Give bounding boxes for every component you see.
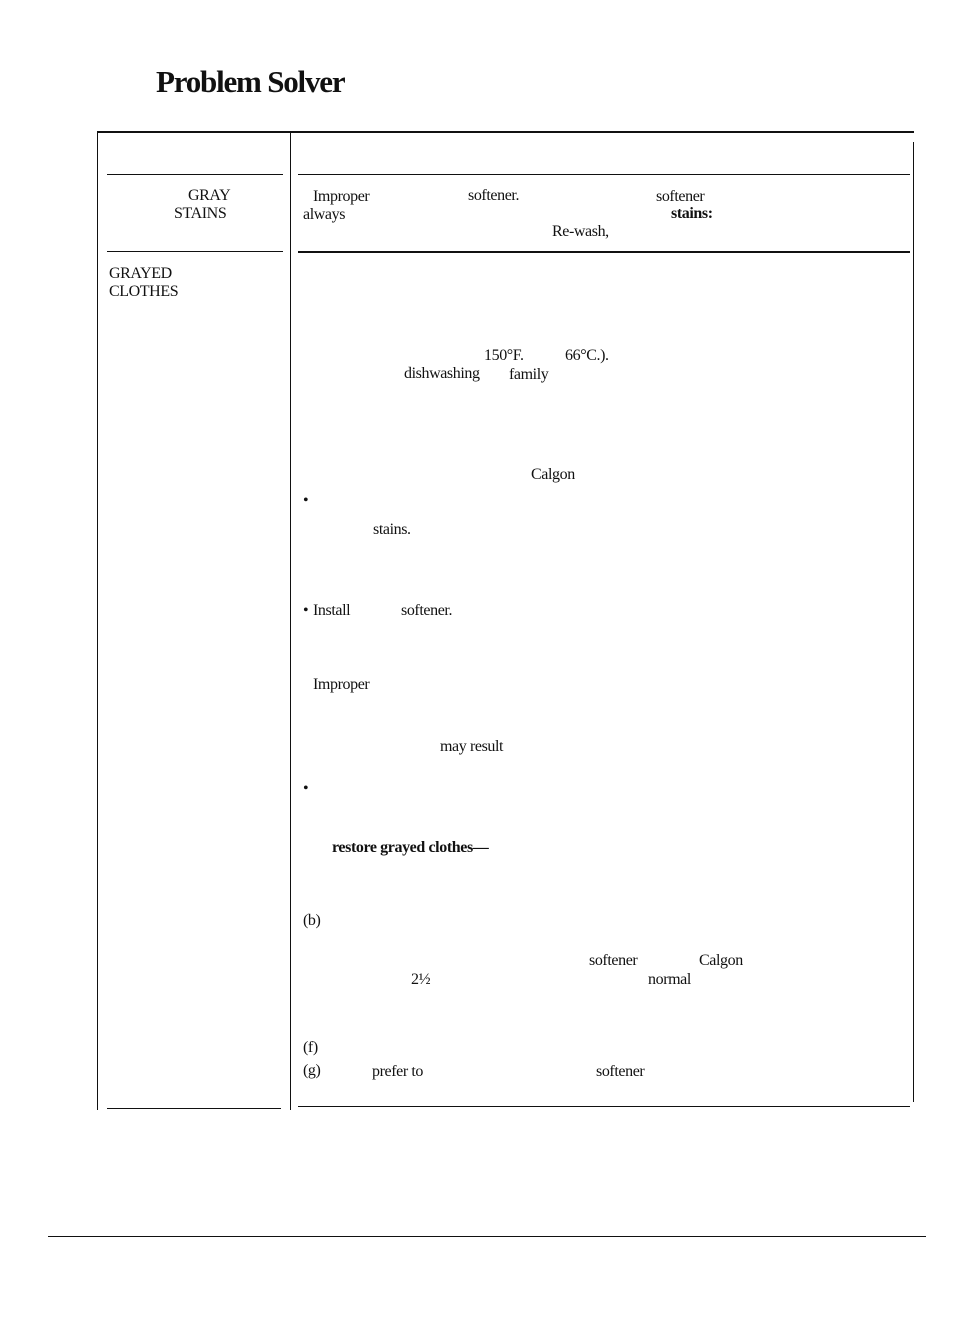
bottom-rule-right xyxy=(298,1106,910,1107)
text-fragment: Improper xyxy=(313,676,370,693)
text-fragment: prefer to xyxy=(372,1063,424,1080)
text-fragment-bold: restore grayed clothes— xyxy=(332,839,489,856)
page-title: Problem Solver xyxy=(156,64,345,99)
text-fragment: 2½ xyxy=(411,971,431,988)
text-fragment: stains. xyxy=(373,521,411,538)
text-fragment: Improper xyxy=(313,188,370,205)
text-fragment: softener. xyxy=(468,187,520,204)
list-marker: (g) xyxy=(303,1062,321,1079)
text-fragment: always xyxy=(303,206,346,223)
text-fragment: may result xyxy=(440,738,504,755)
bottom-rule-left xyxy=(107,1108,281,1109)
bullet-icon: • xyxy=(303,492,309,509)
table-column-divider xyxy=(290,132,291,1110)
problem-label-stains: STAINS xyxy=(174,205,227,222)
table-right-border xyxy=(913,142,914,1102)
header-rule-right xyxy=(298,174,910,175)
text-fragment: Calgon xyxy=(699,952,743,969)
row-rule-left xyxy=(107,251,283,252)
table-left-border xyxy=(97,132,98,1110)
header-rule-left xyxy=(107,174,283,175)
text-fragment: Calgon xyxy=(531,466,575,483)
text-fragment: 150°F. xyxy=(484,347,524,364)
problem-label-gray: GRAY xyxy=(188,187,231,204)
row-rule-right xyxy=(298,251,910,253)
text-fragment: family xyxy=(509,366,549,383)
text-fragment: Re-wash, xyxy=(552,223,609,240)
bullet-icon: • xyxy=(303,602,309,619)
text-fragment: normal xyxy=(648,971,691,988)
text-fragment-bold: stains: xyxy=(671,205,713,222)
footer-rule xyxy=(48,1236,926,1237)
text-fragment: softener xyxy=(596,1063,645,1080)
text-fragment: softener. xyxy=(401,602,453,619)
table-top-rule xyxy=(97,131,914,133)
bullet-icon: • xyxy=(303,780,309,797)
text-fragment: Install xyxy=(313,602,351,619)
list-marker: (f) xyxy=(303,1039,318,1056)
list-marker: (b) xyxy=(303,912,321,929)
text-fragment: softener xyxy=(656,188,705,205)
problem-label-clothes: CLOTHES xyxy=(109,283,179,300)
problem-label-grayed: GRAYED xyxy=(109,265,172,282)
text-fragment: 66°C.). xyxy=(565,347,609,364)
text-fragment: dishwashing xyxy=(404,365,480,382)
text-fragment: softener xyxy=(589,952,638,969)
